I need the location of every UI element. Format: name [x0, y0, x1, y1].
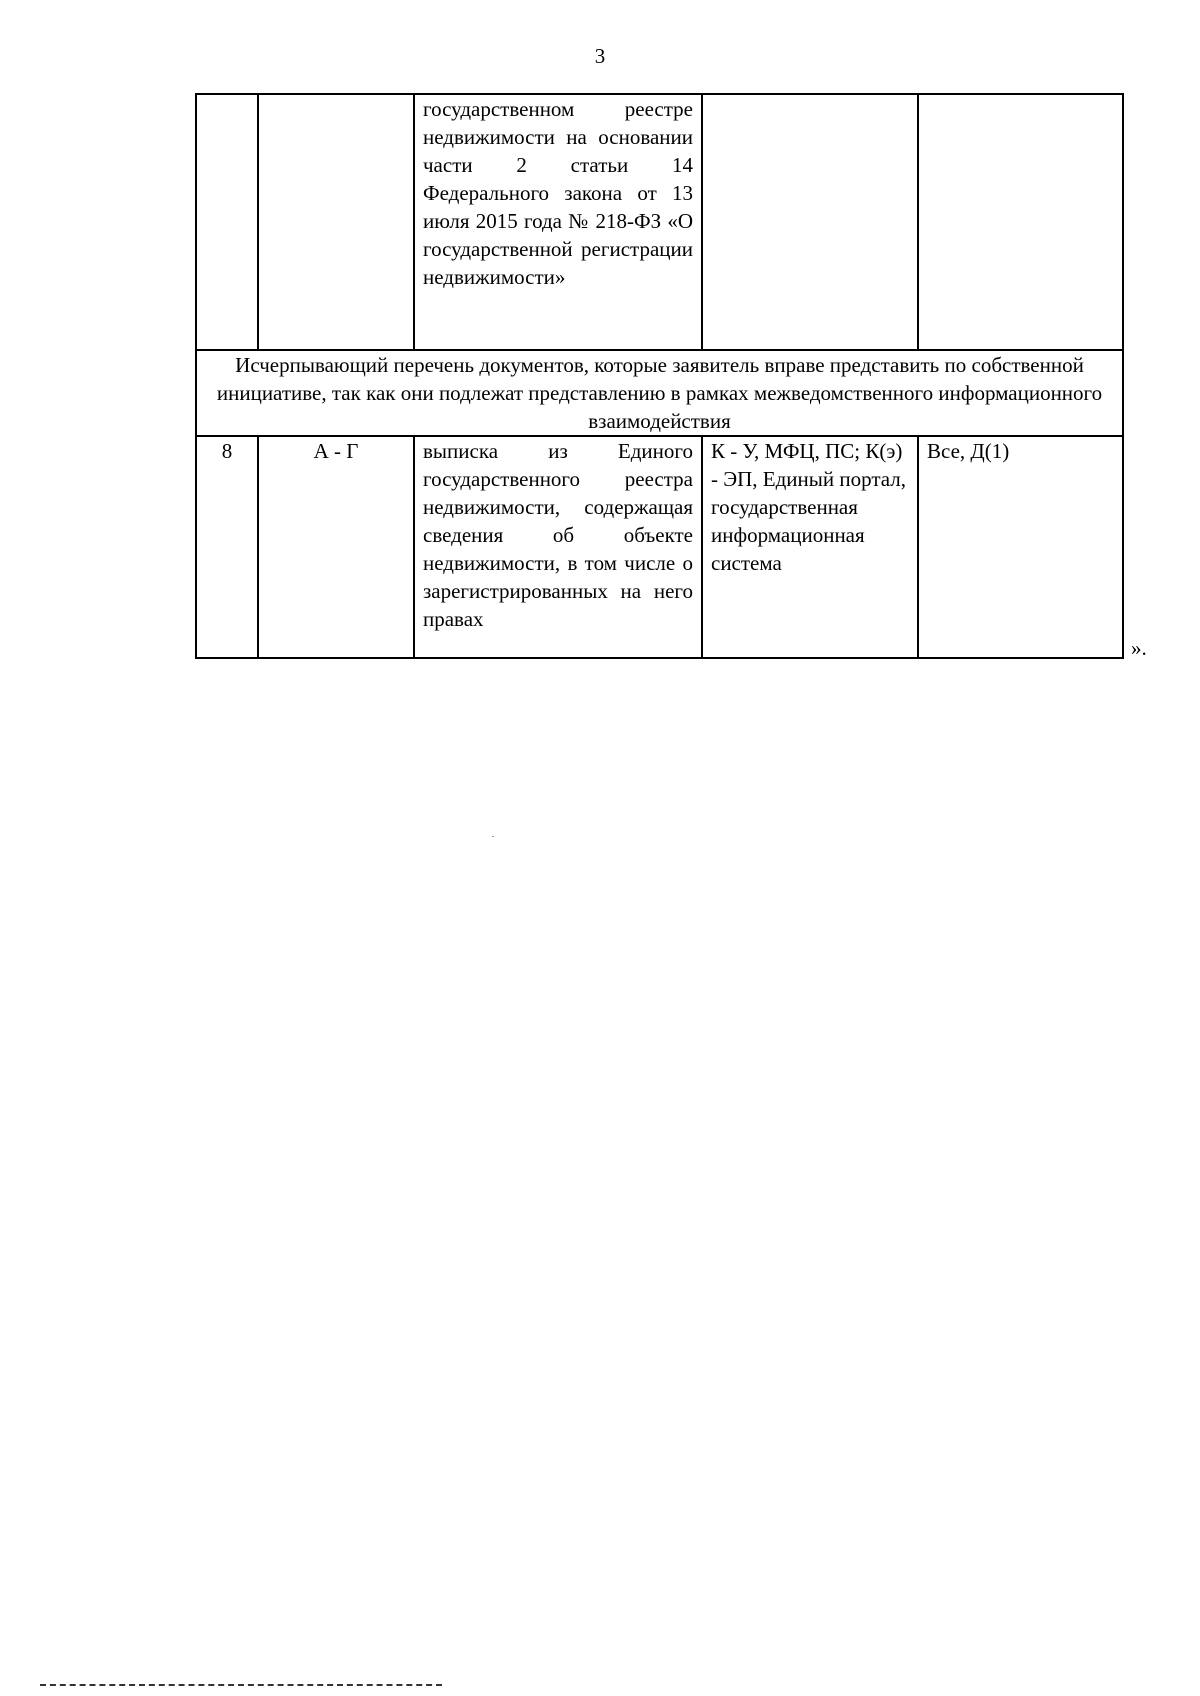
- table-row-8: [196, 436, 1123, 658]
- table-row-section-heading: [196, 350, 1123, 436]
- cell-notes: [918, 94, 1123, 350]
- cell-number: [196, 94, 258, 350]
- cell-category: А - Г: [258, 436, 414, 658]
- footer-rule: [40, 1684, 442, 1686]
- cell-submission: К - У, МФЦ, ПС; К(э) - ЭП, Единый портал, государственная информационная система: [702, 436, 918, 658]
- documents-table: [195, 93, 1124, 659]
- page-number: 3: [594, 44, 606, 68]
- cell-submission: [702, 94, 918, 350]
- closing-quote: ».: [1131, 636, 1147, 660]
- cell-notes: Все, Д(1): [918, 436, 1123, 658]
- section-heading: Исчерпывающий перечень документов, которые заявитель вправе представить по собственной инициативе, так как они подлежат представлению в рамках межведомственного информационного взаимодействия: [196, 350, 1123, 436]
- scan-speck: [492, 836, 494, 837]
- cell-document: государственном реестре недвижимости на основании части 2 статьи 14 Федерального закона от 13 июля 2015 года № 218-ФЗ «О государственной регистрации недвижимости»: [414, 94, 702, 350]
- table-row-continuation: [196, 94, 1123, 350]
- cell-category: [258, 94, 414, 350]
- cell-document: выписка из Единого государственного реестра недвижимости, содержащая сведения об объекте недвижимости, в том числе о зарегистрированных на него правах: [414, 436, 702, 658]
- cell-number: 8: [196, 436, 258, 658]
